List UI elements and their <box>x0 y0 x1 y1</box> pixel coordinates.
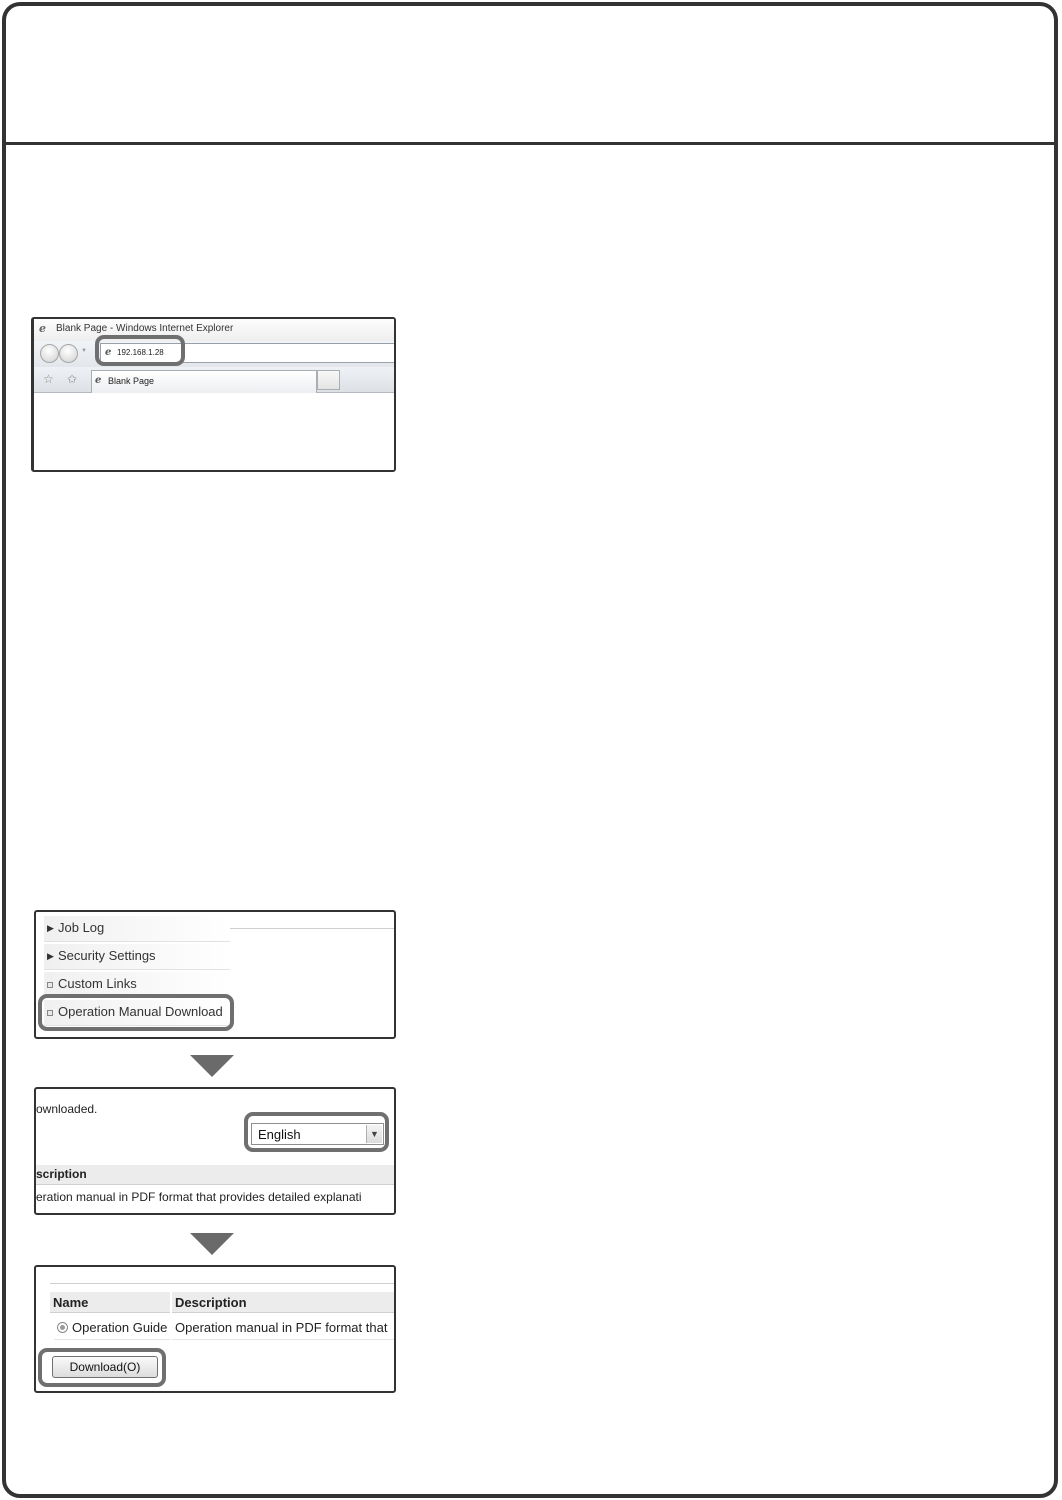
back-icon[interactable] <box>40 344 59 363</box>
add-favorites-icon[interactable]: ✩ <box>67 372 78 386</box>
menu-item-job-log[interactable] <box>44 916 230 942</box>
address-highlight <box>95 335 185 366</box>
table-cell: eration manual in PDF format that provides detailed explanati <box>36 1190 362 1204</box>
ie-logo-icon: e <box>39 322 46 335</box>
instruction-text: ownloaded. <box>36 1102 98 1116</box>
page-icon: e <box>95 375 102 386</box>
triangle-right-icon: ▶ <box>47 923 54 933</box>
column-header-description: Description <box>172 1292 394 1313</box>
menu-item-label: Security Settings <box>58 948 156 963</box>
language-value: English <box>258 1127 301 1142</box>
down-arrow-icon <box>190 1233 234 1255</box>
favorites-bar <box>34 367 394 393</box>
divider <box>226 928 394 929</box>
forward-icon[interactable] <box>59 344 78 363</box>
column-header-name: Name <box>50 1292 170 1313</box>
browser-content <box>34 394 394 470</box>
favorites-star-icon[interactable]: ☆ <box>43 372 54 386</box>
navigation-bar <box>34 341 394 367</box>
browser-screenshot <box>31 317 396 472</box>
address-text: 192.168.1.28 <box>117 348 164 357</box>
header-divider <box>4 142 1056 145</box>
document-name: Operation Guide <box>72 1320 168 1335</box>
triangle-right-icon: ▶ <box>47 951 54 961</box>
menu-highlight <box>38 994 234 1031</box>
radio-button-icon[interactable] <box>57 1322 68 1333</box>
menu-item-label: Job Log <box>58 920 105 935</box>
download-highlight <box>38 1348 166 1387</box>
chevron-down-icon[interactable]: ▼ <box>366 1125 382 1143</box>
new-tab-button[interactable] <box>317 370 340 390</box>
down-arrow-icon <box>190 1055 234 1077</box>
square-icon <box>47 982 53 988</box>
menu-item-security-settings[interactable] <box>44 944 230 970</box>
table-cell-name[interactable] <box>54 1316 170 1340</box>
chevron-down-icon[interactable]: ▼ <box>81 348 87 354</box>
tab-blank-page[interactable] <box>91 370 317 393</box>
tab-title: Blank Page <box>108 376 155 386</box>
download-button[interactable]: Download(O) <box>52 1356 158 1378</box>
page-icon: e <box>105 347 112 358</box>
table-header <box>36 1165 394 1185</box>
column-header: scription <box>36 1167 87 1181</box>
divider <box>50 1283 394 1284</box>
menu-item-label: Operation Manual Download <box>58 1004 223 1019</box>
table-cell-description: Operation manual in PDF format that <box>172 1316 394 1340</box>
menu-item-label: Custom Links <box>58 976 137 991</box>
browser-titlebar <box>34 319 394 341</box>
window-title: Blank Page - Windows Internet Explorer <box>56 323 234 334</box>
language-highlight <box>244 1112 389 1152</box>
